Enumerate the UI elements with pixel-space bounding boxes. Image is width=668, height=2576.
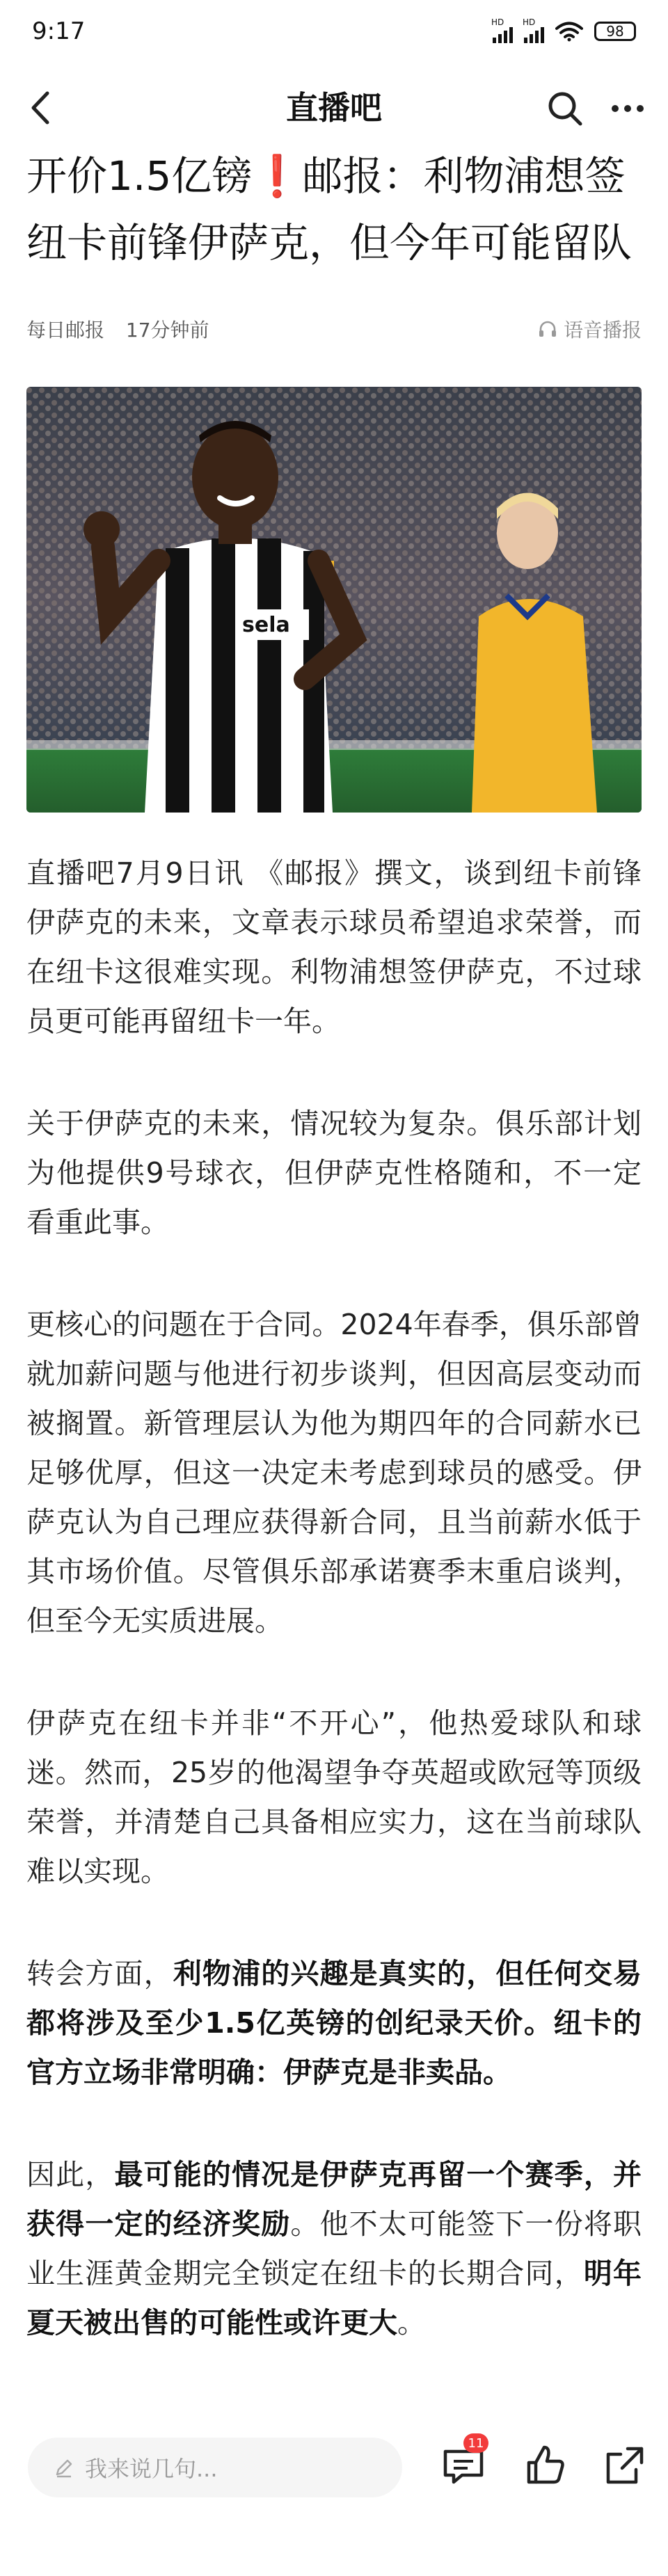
article-meta: [26, 312, 642, 346]
comment-count-badge: 11: [463, 2433, 488, 2453]
paragraph-text: 转会方面，: [26, 1957, 173, 1990]
article-paragraph: [26, 1300, 642, 1646]
article-paragraph: [26, 1949, 642, 2097]
comment-placeholder: 我来说几句...: [85, 2456, 218, 2482]
article-time: 17分钟前: [125, 319, 209, 342]
paragraph-text: 关于伊萨克的未来，情况较为复杂。俱乐部计划为他提供9号球衣，但伊萨克性格随和，不一定看重此事。: [26, 1107, 642, 1239]
nav-bar: [0, 63, 668, 153]
paragraph-text: 更核心的问题在于合同。2024年春季，俱乐部曾就加薪问题与他进行初步谈判，但因高层变动而被搁置。新管理层认为他为期四年的合同薪水已足够优厚，但这一决定未考虑到球员的感受。伊萨克认为自己理应获得新合同，且当前薪水低于其市场价值。尽管俱乐部承诺赛季末重启谈判，但至今无实质进展。: [26, 1308, 642, 1638]
article-paragraph: [26, 849, 642, 1046]
battery-level: 98: [606, 23, 624, 40]
article-title: 开价1.5亿镑❗️邮报：利物浦想签纽卡前锋伊萨克，但今年可能留队: [26, 152, 633, 266]
bold-text: 利物浦的兴趣是真实的，但任何交易都将涉及至少1.5亿英镑的创纪录天价。纽卡的官方立场非常明确：伊萨克是非卖品。: [26, 1957, 642, 2089]
search-icon[interactable]: [544, 88, 586, 129]
article-paragraph: [26, 2150, 642, 2348]
article-paragraph: [26, 1699, 642, 1896]
voice-broadcast-label: 语音播报: [563, 319, 642, 342]
signal-tag: HD: [491, 17, 504, 27]
signal-1-icon: [491, 17, 513, 43]
article-hero-image[interactable]: [26, 387, 642, 813]
article-body: [26, 849, 642, 2401]
paragraph-text: 伊萨克在纽卡并非“不开心”，他热爱球队和球迷。然而，25岁的他渴望争夺英超或欧冠等顶级荣誉，并清楚自己具备相应实力，这在当前球队难以实现。: [26, 1706, 642, 1888]
voice-broadcast-button[interactable]: [537, 315, 642, 343]
article-source: 每日邮报: [26, 319, 105, 342]
status-bar: [0, 0, 668, 63]
comment-input[interactable]: [28, 2438, 402, 2497]
headphones-icon: [537, 319, 558, 339]
battery-icon: [594, 22, 636, 41]
bottom-action-bar: [0, 2425, 668, 2529]
signal-2-icon: [523, 17, 544, 43]
paragraph-text: 因此，: [26, 2158, 115, 2191]
article-paragraph: [26, 1099, 642, 1247]
wifi-icon: [555, 21, 583, 42]
more-icon[interactable]: [607, 88, 649, 129]
signal-tag: HD: [523, 17, 536, 27]
paragraph-text: 。他不太可能签下一份将职业生涯黄金期完全锁定在纽卡的长期合同，: [26, 2207, 642, 2290]
share-icon[interactable]: [600, 2440, 650, 2490]
paragraph-text: 直播吧7月9日讯 《邮报》撰文，谈到纽卡前锋伊萨克的未来，文章表示球员希望追求荣誉，而在纽卡这很难实现。利物浦想签伊萨克，不过球员更可能再留纽卡一年。: [26, 856, 642, 1038]
bold-text: 最可能的情况是伊萨克再留一个赛季，并获得一定的经济奖励: [26, 2158, 642, 2241]
football-photo: [26, 387, 642, 813]
bold-text: 明年夏天被出售的可能性或许更大: [26, 2257, 642, 2339]
paragraph-text: 。: [397, 2306, 426, 2339]
jersey-sponsor: sela: [242, 613, 290, 637]
app-title: 直播吧: [286, 89, 382, 127]
thumbs-up-icon[interactable]: [520, 2440, 571, 2490]
status-icons: [491, 17, 636, 43]
pencil-icon: [53, 2456, 75, 2479]
status-time: 9:17: [32, 17, 86, 45]
back-arrow-icon[interactable]: [19, 85, 65, 131]
